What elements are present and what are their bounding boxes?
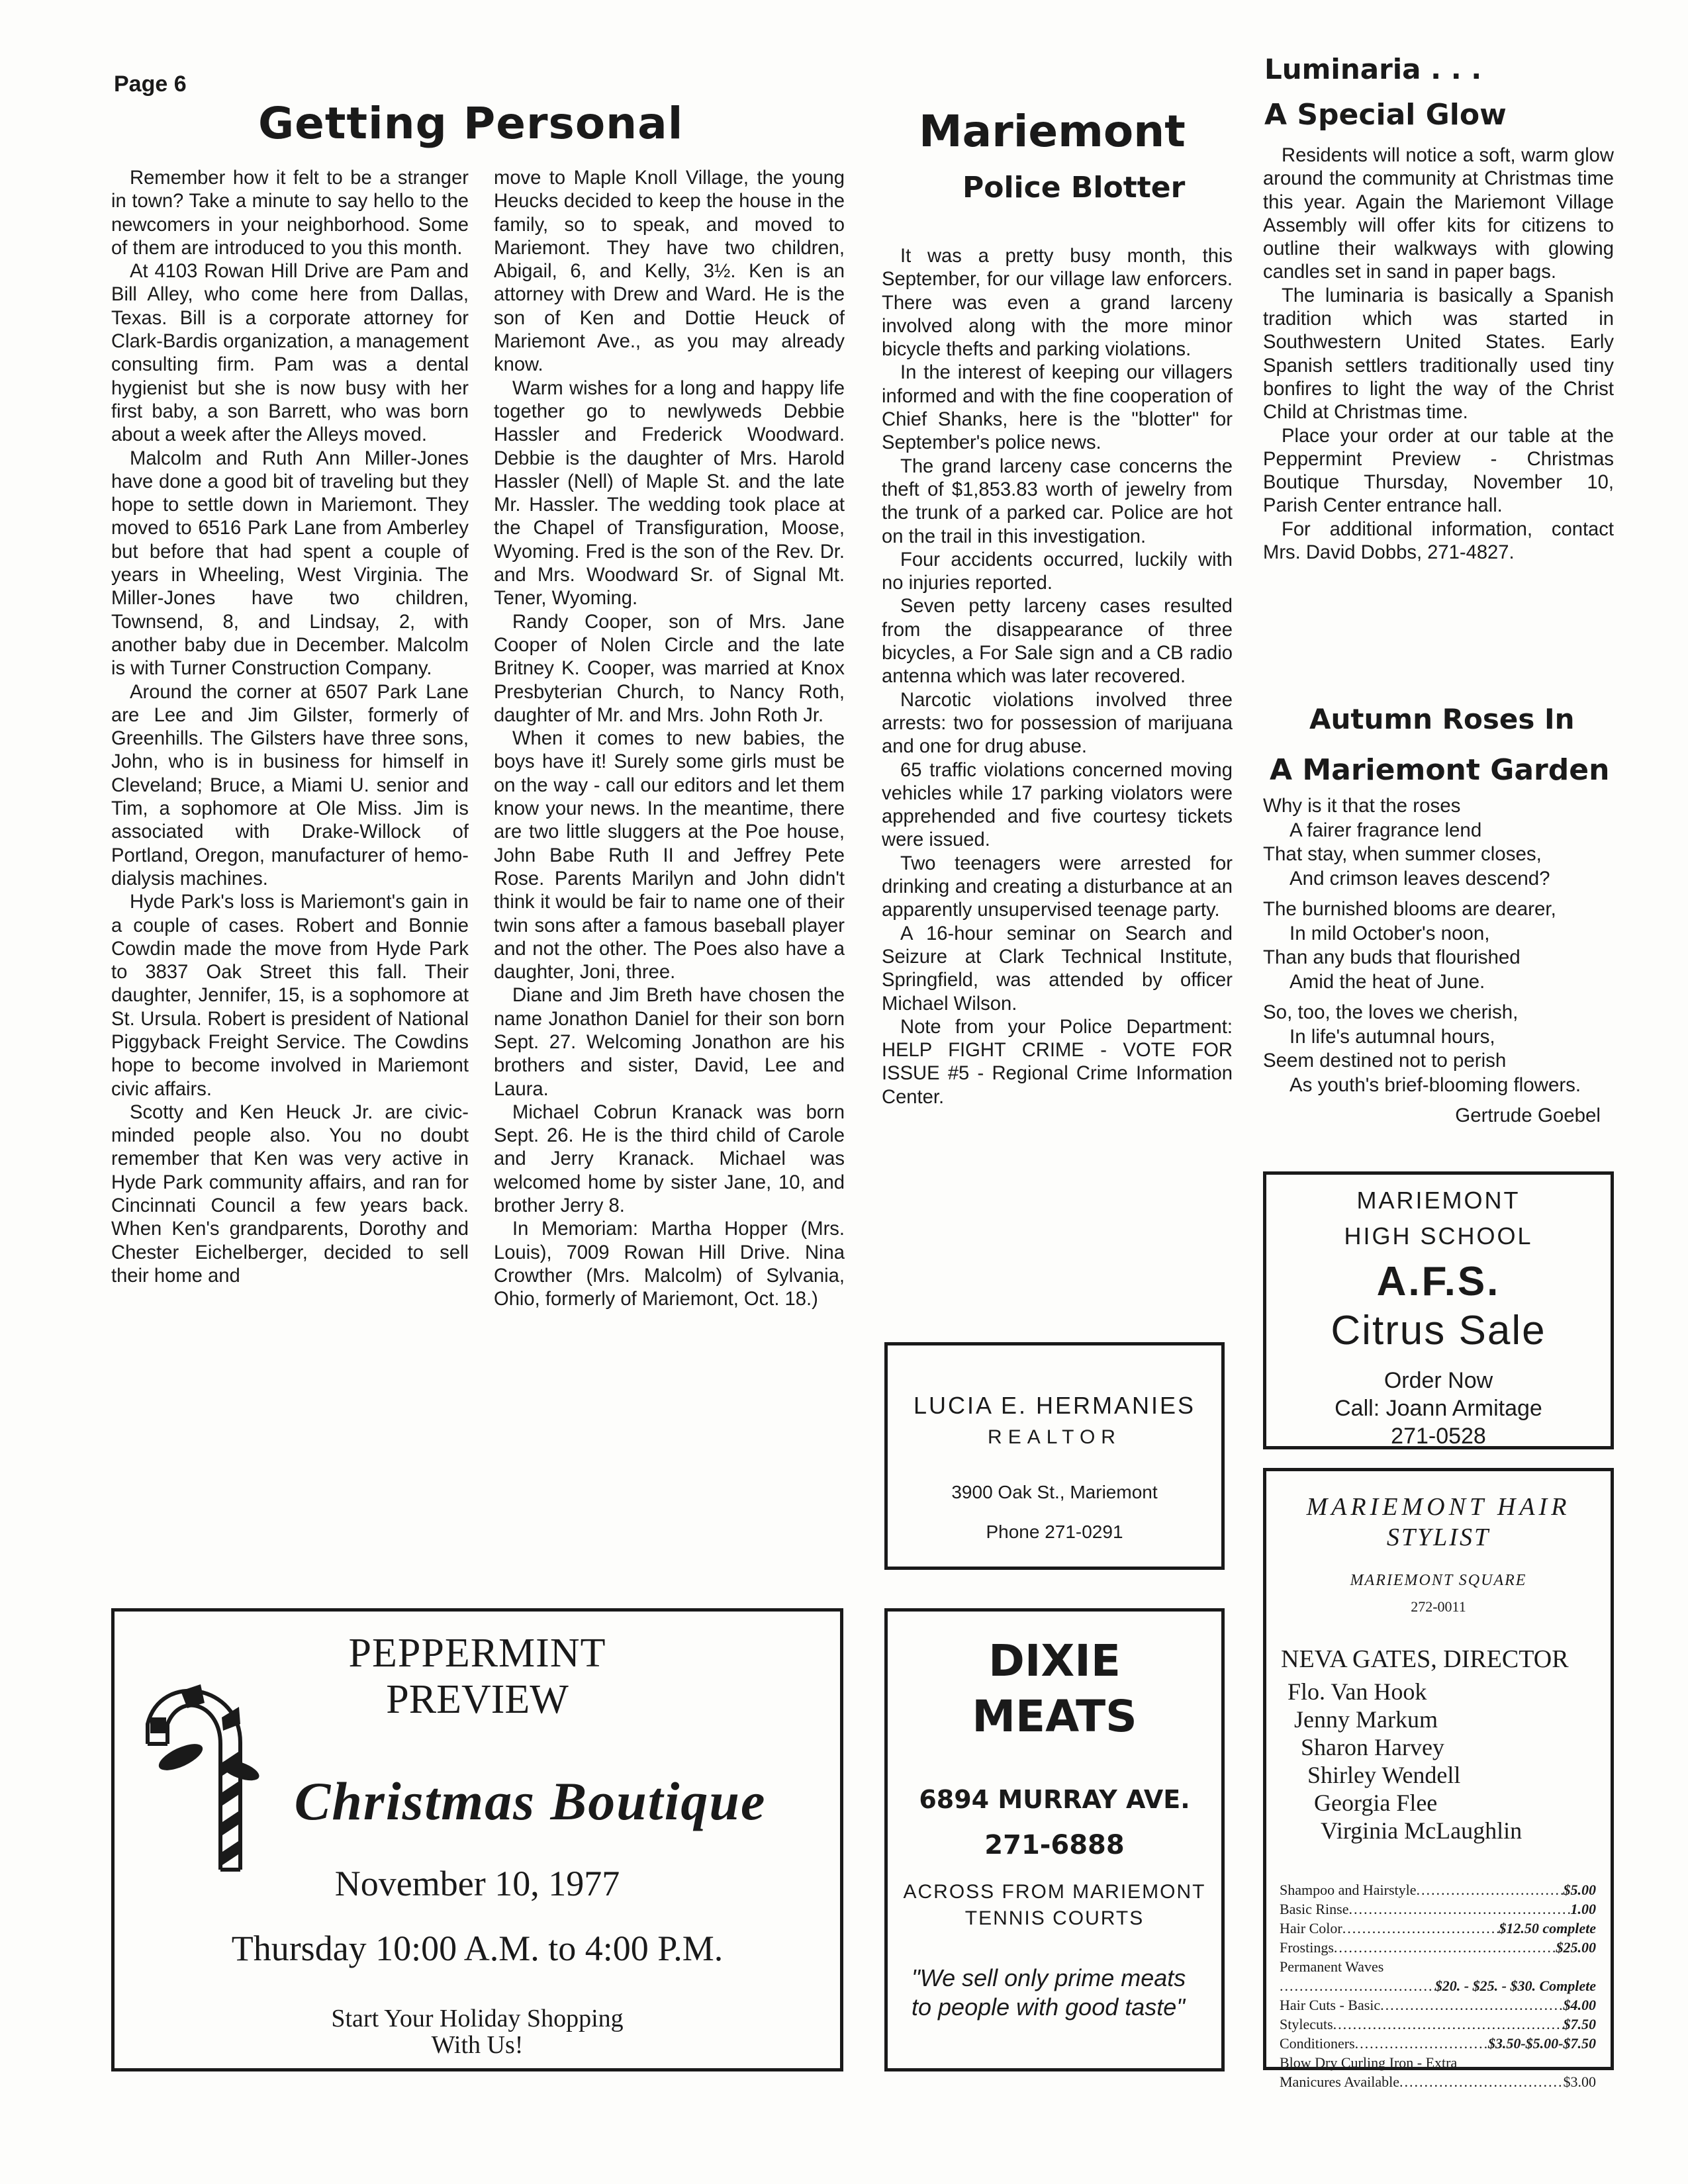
ad-line: Order Now	[1383, 1368, 1493, 1393]
price-label: Stylecuts	[1280, 2016, 1333, 2032]
staff-name: Virginia McLaughlin	[1321, 1817, 1523, 1844]
paragraph: Randy Cooper, son of Mrs. Jane Cooper of Nolen Circle and the late Britney K. Cooper, was married at Knox Presbyterian Church, to Nancy Roth, daughter of Mr. and Mrs. John Roth Jr.	[494, 611, 845, 726]
paragraph: When it comes to new babies, the boys have it! Surely some girls must be on the way - call our editors and let them know your news. In the meantime, there are two little sluggers at the Poe house, John Babe Ruth II and Jeffrey Pete Rose. Parents Marilyn and John didn't think it would be fair to name one of their twin sons after a famous baseball player and not the other. The Poes also have a daughter, Joni, three.	[494, 728, 845, 983]
price-label: Shampoo and Hairstyle	[1280, 1882, 1417, 1898]
ad-headline: A.F.S.	[1376, 1259, 1501, 1304]
paragraph: Remember how it felt to be a stranger in town? Take a minute to say hello to the newcomers in your neighborhood. Some of them are introduced to you this month.	[111, 167, 469, 259]
price-value: $4.00	[1563, 1997, 1596, 2013]
price-row	[1280, 1938, 1596, 1957]
paragraph: In Memoriam: Martha Hopper (Mrs. Louis), 7009 Rowan Hill Drive. Nina Crowther (Mrs. Malcolm) of Sylvania, Ohio, formerly of Mariemont, Oct. 18.)	[494, 1218, 845, 1310]
paragraph: Diane and Jim Breth have chosen the name Jonathon Daniel for their son born Sept. 27. Welcoming Jonathon are his brothers and sister, David, Lee and Laura.	[494, 985, 845, 1100]
price-row	[1280, 2072, 1596, 2091]
price-label: Frostings	[1280, 1939, 1334, 1956]
price-value: $7.50	[1563, 2016, 1596, 2032]
poem-line: Amid the heat of June.	[1289, 970, 1485, 993]
ad-script-title: Christmas Boutique	[294, 1771, 767, 1831]
luminaria-subtitle: A Special Glow	[1264, 98, 1507, 132]
price-row	[1280, 2015, 1596, 2034]
staff-name: Flo. Van Hook	[1288, 1678, 1427, 1705]
staff-name: Shirley Wendell	[1307, 1762, 1461, 1788]
poem-title: Autumn Roses In	[1309, 703, 1575, 735]
staff-name: Georgia Flee	[1314, 1790, 1438, 1816]
ad-line: ACROSS FROM MARIEMONT	[903, 1881, 1206, 1903]
paragraph: Around the corner at 6507 Park Lane are Lee and Jim Gilster, formerly of Greenhills. The Gilsters have three sons, John, who is in business for himself in Cleveland; Bruce, a Miami U. senior and Tim, a sophomore at Ole Miss. Jim is associated with Drake-Willock of Portland, Oregon, manufacturer of hemo-dialysis machines.	[111, 681, 469, 889]
peppermint-preview-ad	[111, 1608, 843, 2071]
luminaria-column	[1263, 144, 1614, 565]
paragraph: In the interest of keeping our villagers informed and with the fine cooperation of Chief Shanks, here is the "blotter" for September's police news.	[882, 362, 1233, 454]
ad-line: With Us!	[431, 2031, 524, 2059]
hair-stylist-ad	[1263, 1468, 1614, 2090]
ad-phone: 271-0528	[1391, 1424, 1486, 1449]
poem-line: That stay, when summer closes,	[1263, 843, 1542, 865]
getting-personal-title: Getting Personal	[258, 98, 684, 149]
ad-headline: PEPPERMINT	[348, 1631, 606, 1676]
realtor-ad	[884, 1342, 1225, 1570]
ad-line: Call: Joann Armitage	[1335, 1396, 1542, 1421]
price-label: Permanent Waves	[1280, 1958, 1384, 1975]
poem-line: Why is it that the roses	[1263, 795, 1461, 817]
price-value: 1.00	[1570, 1901, 1596, 1917]
price-value: $5.00	[1563, 1882, 1596, 1898]
paragraph: For additional information, contact Mrs. David Dobbs, 271-4827.	[1263, 518, 1614, 564]
staff-list	[1266, 1678, 1522, 1844]
police-blotter-column	[882, 245, 1233, 1109]
paragraph: Narcotic violations involved three arrests: two for possession of marijuana and one for drug abuse.	[882, 689, 1233, 758]
realtor-role: REALTOR	[988, 1426, 1121, 1448]
ad-headline: Citrus Sale	[1331, 1308, 1546, 1353]
paragraph: Malcolm and Ruth Ann Miller-Jones have done a good bit of traveling but they hope to settle down in Mariemont. They moved to 6516 Park Lane from Amberley but before that had spent a couple of years in Wheeling, West Virginia. The Miller-Jones have two children, Townsend, 8, and Lindsay, 2, with another baby due in December. Malcolm is with Turner Construction Company.	[111, 447, 469, 680]
poem-stanza	[1263, 794, 1607, 891]
ad-date: November 10, 1977	[334, 1864, 620, 1903]
paragraph: The luminaria is basically a Spanish tradition which was started in Southwestern United States. Early Spanish settlers traditionally used tiny bonfires to light the way of the Christ Child at Christmas time.	[1263, 285, 1614, 424]
price-value: $3.00	[1563, 2073, 1596, 2090]
afs-citrus-sale-ad	[1263, 1171, 1614, 1449]
price-label: Conditioners	[1280, 2035, 1355, 2052]
ad-line: HIGH SCHOOL	[1344, 1222, 1533, 1250]
price-label: Blow Dry Curling Iron - Extra	[1280, 2054, 1458, 2071]
poem-line: So, too, the loves we cherish,	[1263, 1001, 1519, 1023]
ad-phone: 272-0011	[1411, 1598, 1466, 1615]
paragraph: Michael Cobrun Kranack was born Sept. 26. He is the third child of Carole and Jerry Kranack. Michael was welcomed home by sister Jane, 10, and brother Jerry 8.	[494, 1101, 845, 1217]
price-label: Hair Cuts - Basic	[1280, 1997, 1381, 2013]
luminaria-title: Luminaria . . .	[1264, 53, 1482, 85]
paragraph: move to Maple Knoll Village, the young Heucks decided to keep the house in the family, so to speak, and moved to Mariemont. They have two children, Abigail, 6, and Kelly, 3½. Ken is an attorney with Drew and Ward. He is the son of Ken and Dottie Heuck of Mariemont Ave., as you may already know.	[494, 167, 845, 376]
price-row	[1280, 2053, 1596, 2072]
ad-line: MARIEMONT	[1356, 1187, 1521, 1214]
paragraph: At 4103 Rowan Hill Drive are Pam and Bill Alley, who come here from Dallas, Texas. Bill is a corporate attorney for Clark-Bardis organization, a management consulting firm. Pam was a dental hygienist but she is now busy with her first baby, a son Barrett, who was born about a week after the Alleys moved.	[111, 261, 469, 446]
price-row	[1280, 1880, 1596, 1899]
poem-subtitle: A Mariemont Garden	[1270, 753, 1610, 787]
poem-line: A fairer fragrance lend	[1289, 819, 1482, 841]
price-row	[1280, 1957, 1596, 1976]
poem-line: The burnished blooms are dearer,	[1263, 898, 1556, 920]
ad-tagline	[115, 2005, 840, 2058]
ad-address: 6894 MURRAY AVE.	[919, 1785, 1190, 1814]
dixie-meats-ad	[884, 1608, 1225, 2071]
poem-line: In life's autumnal hours,	[1289, 1025, 1495, 1048]
paragraph: Scotty and Ken Heuck Jr. are civic-minded people also. You no doubt remember that Ken was very active in Hyde Park community affairs, and ran for Cincinnati Council a few years back. When Ken's grandparents, Dorothy and Chester Eichelberger, decided to sell their home and	[111, 1101, 469, 1287]
ad-headline: MEATS	[972, 1691, 1137, 1742]
price-list	[1280, 1880, 1596, 2091]
poem-stanza	[1263, 897, 1607, 994]
realtor-phone: Phone 271-0291	[986, 1522, 1123, 1542]
poem-line: Than any buds that flourished	[1263, 946, 1521, 968]
staff-name: Sharon Harvey	[1301, 1734, 1444, 1760]
paragraph: Hyde Park's loss is Mariemont's gain in a couple of cases. Robert and Bonnie Cowdin made the move from Hyde Park to 3837 Oak Street this fall. Their daughter, Jennifer, 15, is a sophomore at St. Ursula. Robert is president of National Piggyback Freight Service. The Cowdins hope to become involved in Mariemont civic affairs.	[111, 891, 469, 1100]
paragraph: 65 traffic violations concerned moving vehicles while 17 parking violators were apprehended and five courtesy tickets were issued.	[882, 759, 1233, 851]
ad-location	[888, 1879, 1221, 1932]
paragraph: Place your order at our table at the Peppermint Preview - Christmas Boutique Thursday, November 10, Parish Center entrance hall.	[1263, 425, 1614, 517]
ad-location: MARIEMONT SQUARE	[1350, 1572, 1527, 1589]
price-label: Hair Color	[1280, 1920, 1342, 1936]
ad-line: Start Your Holiday Shopping	[331, 2005, 624, 2032]
poem-stanza	[1263, 1001, 1607, 1097]
ad-headline: PREVIEW	[386, 1677, 569, 1722]
poem-line: Seem destined not to perish	[1263, 1050, 1507, 1071]
paragraph: Four accidents occurred, luckily with no injuries reported.	[882, 549, 1233, 594]
paragraph: Warm wishes for a long and happy life together go to newlyweds Debbie Hassler and Frederick Woodward. Debbie is the daughter of Mrs. Harold Hassler (Nell) of Maple St. and the late Mr. Hassler. The wedding took place at the Chapel of Transfiguration, Moose, Wyoming. Fred is the son of the Rev. Dr. and Mrs. Woodward Sr. of Signal Mt. Tener, Wyoming.	[494, 377, 845, 610]
poem-author: Gertrude Goebel	[1455, 1105, 1601, 1126]
price-value: $20. - $25. - $30. Complete	[1434, 1978, 1596, 1994]
getting-personal-column-1	[111, 167, 469, 1288]
paragraph: Two teenagers were arrested for drinking and creating a disturbance at an apparently unsupervised teenage party.	[882, 852, 1233, 921]
poem-line: As youth's brief-blooming flowers.	[1289, 1073, 1581, 1096]
page-number: Page 6	[114, 71, 187, 97]
ad-headline: DIXIE	[988, 1635, 1121, 1686]
ad-line: TENNIS COURTS	[964, 1907, 1145, 1929]
police-blotter-subtitle: Police Blotter	[962, 171, 1186, 205]
ad-phone: 271-6888	[984, 1830, 1125, 1860]
police-blotter-title: Mariemont	[919, 106, 1186, 157]
paragraph: The grand larceny case concerns the theft of $1,853.83 worth of jewelry from the trunk of a parked car. Police are hot on the trail in this investigation.	[882, 455, 1233, 547]
paragraph: A 16-hour seminar on Search and Seizure at Clark Technical Institute, Springfield, was attended by officer Michael Wilson.	[882, 923, 1233, 1015]
price-label: Basic Rinse	[1280, 1901, 1349, 1917]
realtor-name: LUCIA E. HERMANIES	[913, 1392, 1196, 1419]
paragraph: It was a pretty busy month, this September, for our village law enforcers. There was even a grand larceny involved along with the more minor bicycle thefts and parking violations.	[882, 246, 1233, 361]
ad-director: NEVA GATES, DIRECTOR	[1281, 1645, 1569, 1673]
price-row	[1280, 2034, 1596, 2053]
realtor-address: 3900 Oak St., Mariemont	[951, 1482, 1158, 1502]
paragraph: Residents will notice a soft, warm glow around the community at Christmas time this year. Again the Mariemont Village Assembly will offer kits for citizens to outline their walkways with glowing candles set in sand in paper bags.	[1263, 145, 1614, 283]
price-label: Manicures Available	[1280, 2073, 1400, 2090]
staff-name: Jenny Markum	[1294, 1706, 1438, 1733]
price-value: $3.50-$5.00-$7.50	[1487, 2035, 1596, 2052]
price-value: $12.50 complete	[1499, 1920, 1596, 1936]
price-value: $25.00	[1556, 1939, 1596, 1956]
ad-slogan: "We sell only prime meats to people with good taste"	[912, 1964, 1186, 2021]
price-row	[1280, 1995, 1596, 2015]
getting-personal-column-2	[494, 167, 845, 1312]
price-row	[1280, 1919, 1596, 1938]
poem-line: And crimson leaves descend?	[1289, 867, 1550, 889]
paragraph: Note from your Police Department: HELP FIGHT CRIME - VOTE FOR ISSUE #5 - Regional Crime Information Center.	[882, 1016, 1233, 1108]
price-row	[1280, 1976, 1596, 1995]
poem-line: In mild October's noon,	[1289, 922, 1490, 944]
poem	[1263, 794, 1607, 1128]
ad-time: Thursday 10:00 A.M. to 4:00 P.M.	[231, 1929, 724, 1968]
ad-headline: STYLIST	[1386, 1524, 1491, 1551]
paragraph: Seven petty larceny cases resulted from the disappearance of three bicycles, a For Sale sign and a CB radio antenna which was later recovered.	[882, 596, 1233, 688]
price-row	[1280, 1899, 1596, 1919]
ad-headline: MARIEMONT HAIR	[1306, 1493, 1571, 1521]
